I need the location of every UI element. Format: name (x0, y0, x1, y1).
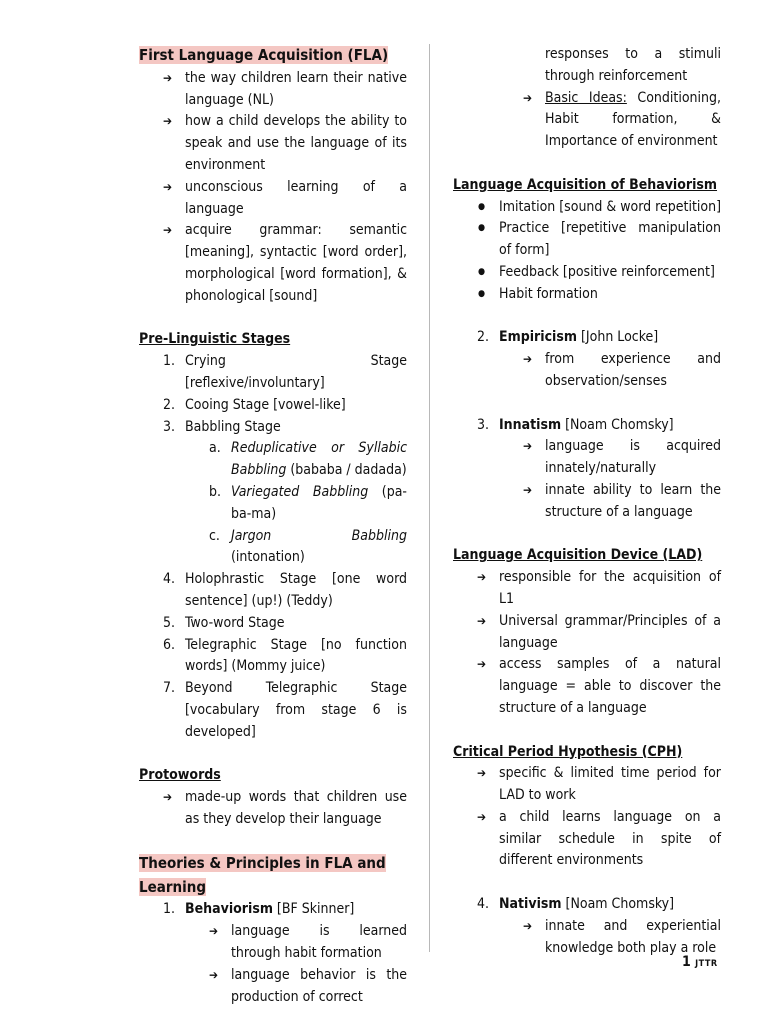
theory-nativism-list (453, 894, 721, 916)
fla-point-4: ➔ acquire grammar: semantic [meaning], syntactic [word order], morphological [word formation], & phonological [sound] (139, 220, 407, 307)
fla-point-1: ➔ the way children learn their native language (NL) (139, 68, 407, 112)
lad-point-2: ➔ Universal grammar/Principles of a language (453, 611, 721, 655)
lad-point-3: ➔ access samples of a natural language = able to discover the structure of a language (453, 654, 721, 719)
babbling-sub-c: c. Jargon Babbling (intonation) (209, 527, 407, 566)
nativism-point-1: ➔ innate and experiential knowledge both play a role (453, 916, 721, 960)
theory-empiricism: 2. Empiricism [John Locke] (477, 329, 659, 346)
theory-innatism-list (453, 415, 721, 437)
stage-item-2: 2. Cooing Stage [vowel-like] (163, 396, 346, 413)
cph-heading: Critical Period Hypothesis (CPH) (453, 743, 683, 760)
acquisition-point-2: ● Practice [repetitive manipulation of form] (453, 218, 721, 262)
theory-empiricism-list (453, 327, 721, 349)
acquisition-point-4: ● Habit formation (453, 284, 721, 306)
fla-list (139, 68, 407, 308)
behaviorism-acquisition-list (453, 197, 721, 306)
theories-list (139, 899, 407, 921)
basic-ideas-point: ➔ Basic Ideas: Conditioning, Habit formation, & Importance of environment (453, 88, 721, 153)
innatism-point-2: ➔ innate ability to learn the structure of a language (453, 480, 721, 524)
stage-item-3: 3. Babbling Stage (163, 418, 281, 435)
pre-linguistic-heading: Pre-Linguistic Stages (139, 331, 291, 348)
innatism-point-1: ➔ language is acquired innately/naturally (453, 436, 721, 480)
innatism-points (453, 436, 721, 523)
theories-heading: Theories & Principles in FLA and Learning (139, 854, 386, 896)
behaviorism-point-2: ➔ language behavior is the production of correct (139, 965, 407, 1009)
column-divider (429, 44, 430, 952)
lad-list (453, 567, 721, 720)
nativism-points (453, 916, 721, 960)
stage-item-1: 1. Crying Stage [reflexive/involuntary] (163, 353, 407, 391)
cph-point-2: ➔ a child learns language on a similar schedule in spite of different environments (453, 807, 721, 872)
behaviorism-acquisition-heading: Language Acquisition of Behaviorism (453, 176, 718, 193)
fla-heading: First Language Acquisition (FLA) (139, 46, 389, 64)
acquisition-point-1: ● Imitation [sound & word repetition] (453, 197, 721, 219)
stage-item-4: 4. Holophrastic Stage [one word sentence] (up!) (Teddy) (163, 571, 407, 609)
theory-innatism: 3. Innatism [Noam Chomsky] (477, 416, 674, 433)
page-number: 1 (682, 954, 691, 970)
theory-nativism: 4. Nativism [Noam Chomsky] (477, 896, 675, 913)
behaviorism-basic-ideas (453, 88, 721, 153)
behaviorism-points (139, 921, 407, 1008)
fla-point-3: ➔ unconscious learning of a language (139, 177, 407, 221)
lad-heading: Language Acquisition Device (LAD) (453, 547, 703, 564)
empiricism-point-1: ➔ from experience and observation/senses (453, 349, 721, 393)
stage-item-5: 5. Two-word Stage (163, 614, 285, 631)
empiricism-points (453, 349, 721, 393)
theory-behaviorism: 1. Behaviorism [BF Skinner] (163, 901, 355, 918)
fla-point-2: ➔ how a child develops the ability to speak and use the language of its environment (139, 111, 407, 176)
acquisition-point-3: ● Feedback [positive reinforcement] (453, 262, 721, 284)
protowords-list (139, 787, 407, 831)
babbling-sub-a: a. Reduplicative or Syllabic Babbling (bababa / dadada) (209, 440, 407, 479)
stage-item-6: 6. Telegraphic Stage [no function words] (Mommy juice) (163, 636, 407, 675)
stage-item-7: 7. Beyond Telegraphic Stage [vocabulary from stage 6 is developed] (163, 680, 407, 740)
cph-list (453, 763, 721, 872)
right-column (453, 44, 721, 959)
protowords-point: ➔ made-up words that children use as they develop their language (139, 787, 407, 831)
page-footer (682, 954, 718, 970)
behaviorism-point-1: ➔ language is learned through habit formation (139, 921, 407, 965)
author-initials: JTTR (695, 959, 718, 969)
stages-list (139, 351, 407, 743)
babbling-sub-b: b. Variegated Babbling (pa-ba-ma) (209, 483, 407, 522)
left-column (139, 44, 407, 1008)
cph-point-1: ➔ specific & limited time period for LAD to work (453, 763, 721, 807)
protowords-heading: Protowords (139, 767, 221, 784)
behaviorism-point-2-continued: responses to a stimuli through reinforcement (545, 46, 721, 84)
lad-point-1: ➔ responsible for the acquisition of L1 (453, 567, 721, 611)
